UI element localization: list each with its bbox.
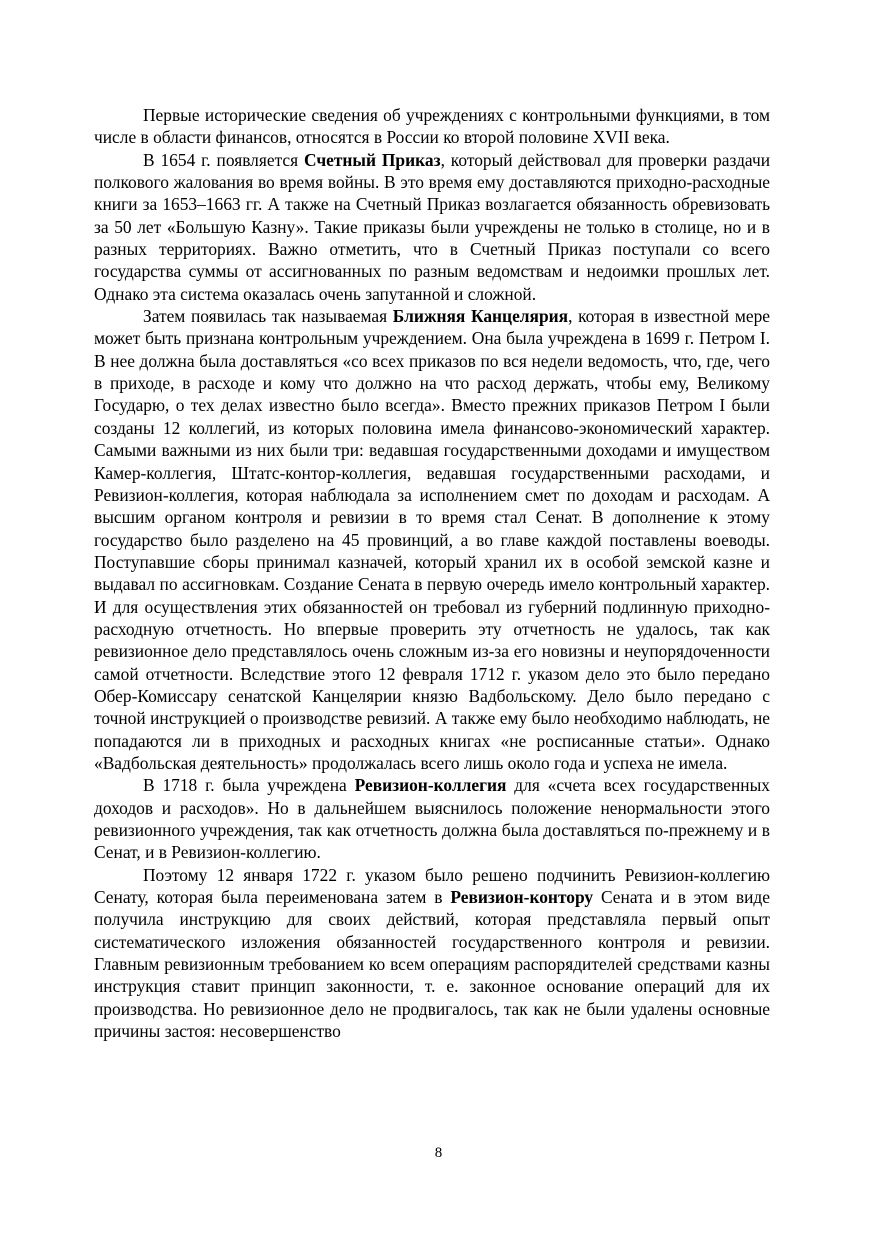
paragraph-3 [94,305,770,774]
term-revizion-kontora: Ревизион-контору [450,887,594,908]
paragraph-1-text: Первые исторические сведения об учреждениях с контрольными функциями, в том числе в области финансов, относятся в России ко второй половине XVII века. [94,105,770,148]
paragraph-2-text-end: , который действовал для проверки раздачи полкового жалования во время войны. В это время ему доставляются приходно-расходные книги за 1653–1663 гг. А также на Счетный Приказ возлагается обязанность обревизовать за 50 лет «Большую Казну». Такие приказы были учреждены не только в столице, но и в разных территориях. Важно отметить, что в Счетный Приказ поступали со всего государства суммы от ассигнованных по разным ведомствам и недоимки прошлых лет. Однако эта система оказалась очень запутанной и сложной. [94,149,770,304]
paragraph-5-text-end: Сената и в этом виде получила инструкцию для своих действий, которая представляла первый опыт систематического изложения обязанностей государственного контроля и ревизии. Главным ревизионным требованием ко всем операциям распорядителей средствами казны инструкция ставит принцип законности, т. е. законное основание операций для их производства. Но ревизионное дело не продвигалось, так как не были удалены основные причины застоя: несовершенство [94,887,770,1042]
paragraph-2 [94,149,770,305]
term-blizhnyaya-kantselyariya: Ближняя Канцелярия [392,306,569,327]
paragraph-5 [94,864,770,1043]
paragraph-3-text-start: Затем появилась так называемая [143,306,393,327]
paragraph-3-text-end: , которая в известной мере может быть признана контрольным учреждением. Она была учреждена в 1699 г. Петром I. В нее должна была доставляться «со всех приказов по вся недели ведомость, что, где, чего в приходе, в расходе и кому что должно на что расход держать, чтобы ему, Великому Государю, о тех делах известно было всегда». Вместо прежних приказов Петром I были созданы 12 коллегий, из которых половина имела финансово-экономический характер. Самыми важными из них были три: ведавшая государственными доходами и имуществом Камер-коллегия, Штатс-контор-коллегия, ведавшая государственными расходами, и Ревизион-коллегия, которая наблюдала за исполнением смет по доходам и расходам. А высшим органом контроля и ревизии в то время стал Сенат. В дополнение к этому государство было разделено на 45 провинций, а во главе каждой поставлены воеводы. Поступавшие сборы принимал казначей, который хранил их в особой земской казне и выдавал по ассигновкам. Создание Сената в первую очередь имело контрольный характер. И для осуществления этих обязанностей он требовал из губерний подлинную приходно-расходную отчетность. Но впервые проверить эту отчетность не удалось, так как ревизионное дело представлялось очень сложным из-за его новизны и неупорядоченности самой отчетности. Вследствие этого 12 февраля 1712 г. указом дело это было передано Обер-Комиссару сенатской Канцелярии князю Вадбольскому. Дело было передано с точной инструкцией о производстве ревизий. А также ему было необходимо наблюдать, не попадаются ли в приходных и расходных книгах «не росписанные статьи». Однако «Вадбольская деятельность» продолжалась всего лишь около года и успеха не имела. [94,306,770,773]
paragraph-2-text-start: В 1654 г. появляется [143,149,304,170]
paragraph-4 [94,774,770,863]
term-schetny-prikaz: Счетный Приказ [304,149,441,170]
page-body [94,104,770,1042]
paragraph-5-text-start: Поэтому 12 января 1722 г. указом было решено подчинить Ревизион-коллегию Сенату, которая была переименована затем в [94,864,770,908]
paragraph-4-text-start: В 1718 г. была учреждена [143,775,355,796]
paragraph-4-text-end: для «счета всех государственных доходов и расходов». Но в дальнейшем выяснилось положение ненормальности этого ревизионного учреждения, так как отчетность должна была доставляться по-прежнему и в Сенат, и в Ревизион-коллегию. [94,775,770,863]
term-revizion-kollegiya: Ревизион-коллегия [354,775,507,796]
page-number: 8 [434,1145,443,1161]
paragraph-1 [94,104,770,149]
